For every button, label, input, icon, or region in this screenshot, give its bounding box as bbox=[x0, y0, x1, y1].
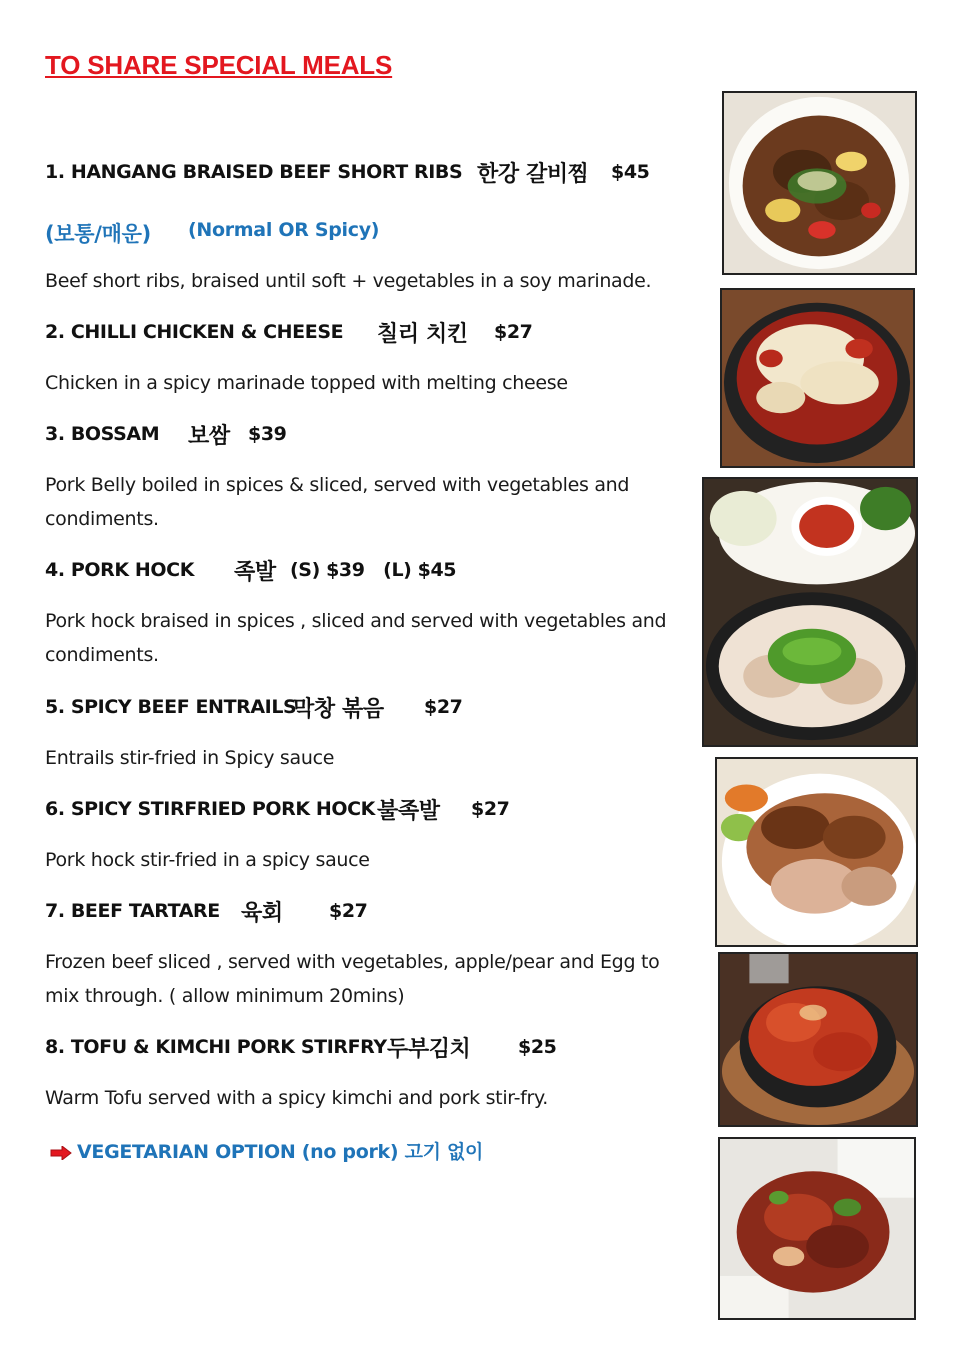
menu-item-4-heading bbox=[45, 559, 685, 585]
photo-chilli-chicken-cheese bbox=[720, 288, 915, 468]
photo-pork-hock bbox=[715, 757, 918, 947]
menu-item-name: 3. BOSSAM bbox=[45, 423, 160, 445]
menu-item-korean: 막창 볶음 bbox=[293, 697, 384, 722]
menu-item-korean: 족발 bbox=[234, 560, 276, 585]
menu-item-name: 7. BEEF TARTARE bbox=[45, 900, 220, 922]
menu-item-price: $25 bbox=[518, 1036, 557, 1058]
menu-item-korean: 한강 갈비찜 bbox=[477, 162, 589, 187]
photo-bossam bbox=[702, 477, 918, 747]
spice-option-english: (Normal OR Spicy) bbox=[188, 219, 380, 241]
photo-braised-short-ribs bbox=[722, 91, 917, 275]
menu-item-name: 6. SPICY STIRFRIED PORK HOCK bbox=[45, 798, 376, 820]
photo-spicy-beef-entrails bbox=[718, 952, 918, 1127]
menu-item-name: 1. HANGANG BRAISED BEEF SHORT RIBS bbox=[45, 161, 463, 183]
menu-item-korean: 보쌈 bbox=[188, 424, 230, 449]
menu-item-1-description: Beef short ribs, braised until soft + vegetables in a soy marinade. bbox=[45, 270, 652, 292]
menu-item-5-heading bbox=[45, 696, 685, 722]
menu-item-korean: 불족발 bbox=[377, 799, 440, 824]
menu-item-korean: 칠리 치킨 bbox=[377, 322, 468, 347]
menu-item-7-description: Frozen beef sliced , served with vegetables, apple/pear and Egg to mix through. ( allow minimum 20mins) bbox=[45, 951, 660, 1007]
page-title: TO SHARE SPECIAL MEALS bbox=[45, 50, 393, 80]
menu-item-6-heading bbox=[45, 798, 685, 824]
menu-item-1-heading bbox=[45, 161, 685, 187]
menu-item-name: 8. TOFU & KIMCHI PORK STIRFRY bbox=[45, 1036, 387, 1058]
menu-item-6-description: Pork hock stir-fried in a spicy sauce bbox=[45, 849, 370, 871]
menu-item-price: $27 bbox=[424, 696, 463, 718]
menu-item-name: 4. PORK HOCK bbox=[45, 559, 195, 581]
menu-item-3-heading bbox=[45, 423, 685, 449]
menu-item-price: $27 bbox=[329, 900, 368, 922]
menu-item-2-heading bbox=[45, 321, 685, 347]
menu-item-8-description: Warm Tofu served with a spicy kimchi and pork stir-fry. bbox=[45, 1087, 549, 1109]
menu-item-4-description: Pork hock braised in spices , sliced and served with vegetables and condiments. bbox=[45, 610, 667, 666]
photo-tofu-kimchi-pork bbox=[718, 1137, 916, 1320]
menu-item-name: 2. CHILLI CHICKEN & CHEESE bbox=[45, 321, 344, 343]
menu-item-price: $39 bbox=[248, 423, 287, 445]
menu-item-price: $27 bbox=[494, 321, 533, 343]
menu-item-3-description: Pork Belly boiled in spices & sliced, served with vegetables and condiments. bbox=[45, 474, 630, 530]
menu-item-price: $27 bbox=[471, 798, 510, 820]
menu-item-8-heading bbox=[45, 1036, 685, 1062]
menu-item-2-description: Chicken in a spicy marinade topped with melting cheese bbox=[45, 372, 568, 394]
menu-item-name: 5. SPICY BEEF ENTRAILS bbox=[45, 696, 297, 718]
menu-item-5-description: Entrails stir-fried in Spicy sauce bbox=[45, 747, 335, 769]
menu-item-price: $45 bbox=[611, 161, 650, 183]
arrow-right-icon bbox=[50, 1146, 72, 1160]
menu-item-korean: 육회 bbox=[241, 901, 283, 926]
menu-item-price: (S) $39 (L) $45 bbox=[290, 559, 457, 581]
vegetarian-option-note: VEGETARIAN OPTION (no pork) 고기 없이 bbox=[77, 1141, 484, 1163]
menu-item-7-heading bbox=[45, 900, 685, 926]
menu-item-korean: 두부김치 bbox=[387, 1037, 471, 1062]
spice-option-korean: (보통/매운) bbox=[45, 222, 151, 246]
